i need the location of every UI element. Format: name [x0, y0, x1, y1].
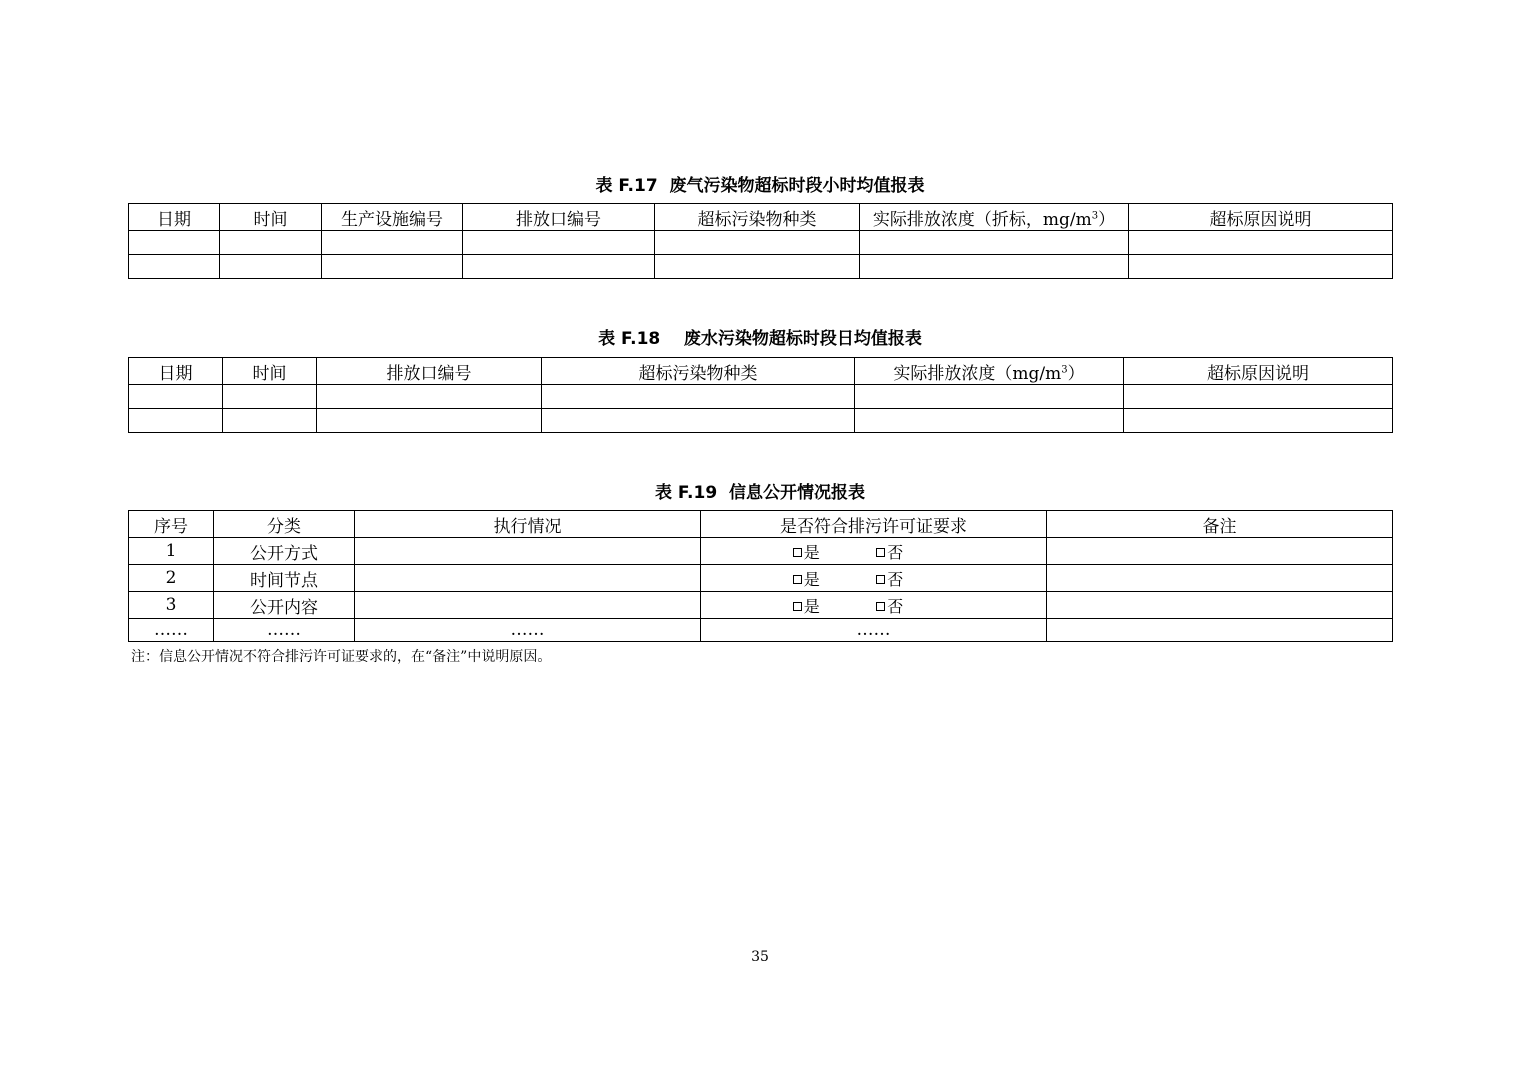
table-row	[129, 538, 1393, 565]
no-label: 否	[887, 596, 904, 616]
table-cell[interactable]	[220, 231, 322, 255]
checkbox-icon[interactable]	[793, 602, 802, 611]
table-row	[129, 255, 1393, 279]
yes-label: 是	[803, 569, 820, 589]
table-cell[interactable]	[322, 231, 463, 255]
header-text: 实际排放浓度（折标，mg/m	[872, 209, 1092, 230]
compliance-choice	[701, 538, 1047, 565]
column-header: 是否符合排污许可证要求	[701, 511, 1047, 538]
table-cell[interactable]	[855, 385, 1124, 409]
table-cell[interactable]	[322, 255, 463, 279]
checkbox-icon[interactable]	[793, 575, 802, 584]
table-cell[interactable]	[655, 255, 860, 279]
checkbox-icon[interactable]	[876, 548, 885, 557]
column-header: 执行情况	[355, 511, 701, 538]
no-option[interactable]	[876, 567, 954, 590]
table-cell[interactable]	[542, 409, 855, 433]
column-header: 备注	[1047, 511, 1393, 538]
table-cell[interactable]	[1047, 538, 1393, 565]
table-cell[interactable]	[1047, 619, 1393, 642]
column-header: 序号	[129, 511, 214, 538]
table-cell[interactable]	[1124, 385, 1393, 409]
no-option[interactable]	[876, 594, 954, 617]
yes-option[interactable]	[793, 567, 871, 590]
column-header: 排放口编号	[463, 204, 655, 231]
table-f18	[128, 357, 1393, 433]
table-f17-caption: 表 F.17 废气污染物超标时段小时均值报表	[595, 176, 925, 196]
row-number: 3	[129, 592, 214, 619]
column-header-concentration	[855, 358, 1124, 385]
yes-option[interactable]	[793, 594, 871, 617]
yes-option[interactable]	[793, 540, 871, 563]
header-text-close: ）	[1067, 363, 1085, 384]
table-cell[interactable]	[129, 409, 223, 433]
column-header: 超标污染物种类	[655, 204, 860, 231]
no-option[interactable]	[876, 540, 954, 563]
column-header: 日期	[129, 204, 220, 231]
table-header-row	[129, 511, 1393, 538]
checkbox-icon[interactable]	[876, 575, 885, 584]
column-header: 时间	[220, 204, 322, 231]
table-cell[interactable]	[655, 231, 860, 255]
compliance-choice	[701, 565, 1047, 592]
table-cell[interactable]	[1129, 231, 1393, 255]
table-cell[interactable]	[542, 385, 855, 409]
header-text: 实际排放浓度（mg/m	[893, 363, 1062, 384]
table-cell[interactable]	[1047, 592, 1393, 619]
unit-superscript: 3	[1061, 363, 1068, 375]
table-row	[129, 565, 1393, 592]
table-row	[129, 409, 1393, 433]
table-cell[interactable]	[463, 231, 655, 255]
table-f19-note: 注：信息公开情况不符合排污许可证要求的，在“备注”中说明原因。	[131, 649, 552, 665]
table-cell[interactable]	[355, 592, 701, 619]
no-label: 否	[887, 569, 904, 589]
column-header-concentration	[860, 204, 1129, 231]
no-label: 否	[887, 542, 904, 562]
row-category: 时间节点	[214, 565, 355, 592]
table-header-row	[129, 204, 1393, 231]
table-cell[interactable]	[463, 255, 655, 279]
table-row	[129, 385, 1393, 409]
page-number: 35	[751, 949, 769, 965]
table-f19	[128, 510, 1393, 642]
table-cell[interactable]	[129, 231, 220, 255]
column-header: 超标原因说明	[1129, 204, 1393, 231]
row-category: 公开内容	[214, 592, 355, 619]
table-row	[129, 592, 1393, 619]
table-cell[interactable]	[355, 565, 701, 592]
table-cell[interactable]	[860, 255, 1129, 279]
table-f18-caption: 表 F.18 废水污染物超标时段日均值报表	[598, 329, 922, 349]
header-text-close: ）	[1098, 209, 1116, 230]
table-cell[interactable]	[855, 409, 1124, 433]
column-header: 排放口编号	[317, 358, 542, 385]
table-cell[interactable]	[223, 385, 317, 409]
table-cell[interactable]	[860, 231, 1129, 255]
checkbox-icon[interactable]	[876, 602, 885, 611]
ellipsis-cell: ……	[129, 619, 214, 642]
column-header: 超标原因说明	[1124, 358, 1393, 385]
table-cell[interactable]	[317, 409, 542, 433]
ellipsis-cell: ……	[214, 619, 355, 642]
table-f19-caption: 表 F.19 信息公开情况报表	[655, 483, 865, 503]
table-cell[interactable]	[129, 255, 220, 279]
table-cell[interactable]	[355, 538, 701, 565]
table-row-ellipsis	[129, 619, 1393, 642]
table-header-row	[129, 358, 1393, 385]
column-header: 超标污染物种类	[542, 358, 855, 385]
table-cell[interactable]	[1124, 409, 1393, 433]
compliance-choice	[701, 592, 1047, 619]
checkbox-icon[interactable]	[793, 548, 802, 557]
table-cell[interactable]	[1129, 255, 1393, 279]
column-header: 分类	[214, 511, 355, 538]
table-cell[interactable]	[223, 409, 317, 433]
table-cell[interactable]	[220, 255, 322, 279]
ellipsis-cell: ……	[701, 619, 1047, 642]
row-category: 公开方式	[214, 538, 355, 565]
row-number: 2	[129, 565, 214, 592]
table-f17	[128, 203, 1393, 279]
ellipsis-cell: ……	[355, 619, 701, 642]
column-header: 生产设施编号	[322, 204, 463, 231]
column-header: 日期	[129, 358, 223, 385]
table-cell[interactable]	[317, 385, 542, 409]
table-cell[interactable]	[129, 385, 223, 409]
row-number: 1	[129, 538, 214, 565]
table-cell[interactable]	[1047, 565, 1393, 592]
unit-superscript: 3	[1091, 209, 1099, 221]
yes-label: 是	[803, 596, 820, 616]
yes-label: 是	[803, 542, 820, 562]
column-header: 时间	[223, 358, 317, 385]
table-row	[129, 231, 1393, 255]
